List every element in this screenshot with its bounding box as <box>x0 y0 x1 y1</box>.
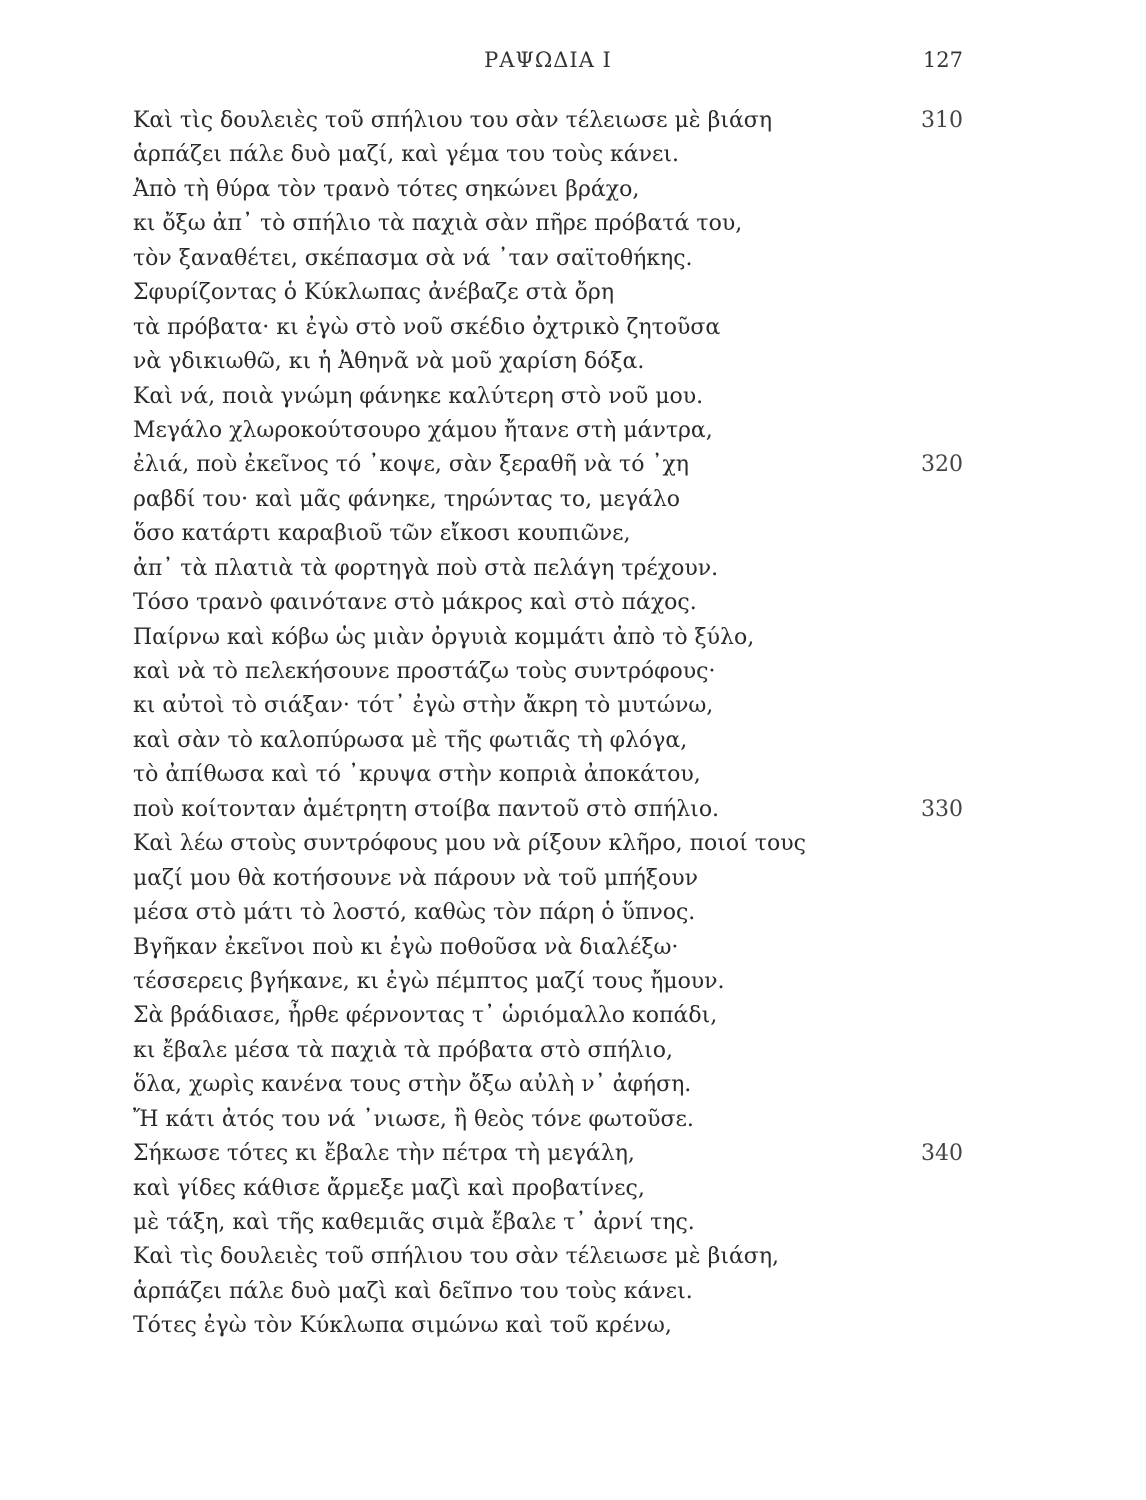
verse-text: Σήκωσε τότες κι ἔβαλε τὴν πέτρα τὴ μεγάλη, <box>133 1141 635 1167</box>
verse-line <box>133 655 963 689</box>
verse-line <box>133 311 963 345</box>
verse-text: ὅσο κατάρτι καραβιοῦ τῶν εἴκοσι κουπιῶνε, <box>133 521 631 547</box>
verse-line <box>133 1240 963 1274</box>
verse-text: Τότες ἐγὼ τὸν Κύκλωπα σιμώνω καὶ τοῦ κρένω, <box>133 1313 672 1339</box>
verse-line <box>133 104 963 138</box>
verse-line <box>133 1068 963 1102</box>
verse-text: ἐλιά, ποὺ ἐκεῖνος τό ᾽κοψε, σὰν ξεραθῆ νὰ τό ᾽χη <box>133 452 689 478</box>
verse-text: τὸ ἀπίθωσα καὶ τό ᾽κρυψα στὴν κοπριὰ ἀποκάτου, <box>133 762 701 788</box>
verse-text: ὅλα, χωρὶς κανένα τους στὴν ὄξω αὐλὴ ν᾽ ἀφήση. <box>133 1072 692 1098</box>
verse-text: μέσα στὸ μάτι τὸ λοστό, καθὼς τὸν πάρη ὁ ὕπνος. <box>133 900 696 926</box>
verse-line <box>133 965 963 999</box>
verse-line <box>133 414 963 448</box>
verse-text: ραβδί του· καὶ μᾶς φάνηκε, τηρώντας το, μεγάλο <box>133 486 681 512</box>
verse-text: μαζί μου θὰ κοτήσουνε νὰ πάρουν νὰ τοῦ μπήξουν <box>133 865 698 891</box>
verse-text: Βγῆκαν ἐκεῖνοι ποὺ κι ἐγὼ ποθοῦσα νὰ διαλέξω· <box>133 934 679 960</box>
verse-text: Καὶ τὶς δουλειὲς τοῦ σπήλιου του σὰν τέλειωσε μὲ βιάση <box>133 108 772 133</box>
verse-text: ἁρπάζει πάλε δυὸ μαζὶ καὶ δεῖπνο του τοὺς κάνει. <box>133 1278 693 1304</box>
verse-line <box>133 138 963 172</box>
verse-text: ποὺ κοίτονταν ἀμέτρητη στοίβα παντοῦ στὸ σπήλιο. <box>133 796 720 822</box>
verse-text: ἁρπάζει πάλε δυὸ μαζί, καὶ γέμα του τοὺς κάνει. <box>133 142 680 168</box>
verse-line <box>133 242 963 276</box>
verse-text: τὸν ξαναθέτει, σκέπασμα σὰ νά ᾽ταν σαϊτοθήκης. <box>133 245 693 271</box>
chapter-title: ΡΑΨΩΔΙΑ Ι <box>484 48 612 72</box>
verse-line <box>133 999 963 1033</box>
poem-text <box>133 104 963 1344</box>
verse-text: καὶ γίδες κάθισε ἄρμεξε μαζὶ καὶ προβατίνες, <box>133 1175 645 1201</box>
verse-text: ἀπ᾽ τὰ πλατιὰ τὰ φορτηγὰ ποὺ στὰ πελάγη τρέχουν. <box>133 555 719 581</box>
verse-text: Σὰ βράδιασε, ἦρθε φέρνοντας τ᾽ ὡριόμαλλο κοπάδι, <box>133 1003 718 1029</box>
verse-text: Σφυρίζοντας ὁ Κύκλωπας ἀνέβαζε στὰ ὄρη <box>133 280 615 306</box>
running-head <box>133 48 963 78</box>
verse-line <box>133 552 963 586</box>
verse-line <box>133 931 963 965</box>
verse-line <box>133 862 963 896</box>
verse-line <box>133 173 963 207</box>
verse-line <box>133 1206 963 1240</box>
verse-line <box>133 827 963 861</box>
verse-text: κι αὐτοὶ τὸ σιάξαν· τότ᾽ ἐγὼ στὴν ἄκρη τὸ μυτώνω, <box>133 693 714 719</box>
verse-text: τὰ πρόβατα· κι ἐγὼ στὸ νοῦ σκέδιο ὀχτρικὸ ζητοῦσα <box>133 314 721 340</box>
verse-line <box>133 448 963 482</box>
verse-text: Μεγάλο χλωροκούτσουρο χάμου ἤτανε στὴ μάντρα, <box>133 417 713 443</box>
verse-line <box>133 276 963 310</box>
verse-text: καὶ νὰ τὸ πελεκήσουνε προστάζω τοὺς συντρόφους· <box>133 659 716 684</box>
page-number: 127 <box>922 48 963 72</box>
line-number: 320 <box>921 452 963 478</box>
verse-text: Καὶ τὶς δουλειὲς τοῦ σπήλιου του σὰν τέλειωσε μὲ βιάση, <box>133 1244 779 1270</box>
verse-line <box>133 1172 963 1206</box>
verse-line <box>133 621 963 655</box>
verse-text: Παίρνω καὶ κόβω ὡς μιὰν ὀργυιὰ κομμάτι ἀπὸ τὸ ξύλο, <box>133 624 755 650</box>
verse-line <box>133 207 963 241</box>
verse-text: Ἤ κάτι ἀτός του νά ᾽νιωσε, ἢ θεὸς τόνε φωτοῦσε. <box>133 1106 694 1132</box>
verse-text: κι ὄξω ἀπ᾽ τὸ σπήλιο τὰ παχιὰ σὰν πῆρε πρόβατά του, <box>133 211 743 237</box>
line-number: 310 <box>921 108 963 133</box>
verse-text: νὰ γδικιωθῶ, κι ἡ Ἀθηνᾶ νὰ μοῦ χαρίση δόξα. <box>133 349 645 375</box>
verse-text: Ἀπὸ τὴ θύρα τὸν τρανὸ τότες σηκώνει βράχο, <box>133 176 640 202</box>
verse-line <box>133 1103 963 1137</box>
verse-line <box>133 689 963 723</box>
verse-text: Καὶ λέω στοὺς συντρόφους μου νὰ ρίξουν κλῆρο, ποιοί τους <box>133 831 806 857</box>
verse-text: τέσσερεις βγήκανε, κι ἐγὼ πέμπτος μαζί τους ἤμουν. <box>133 968 725 994</box>
verse-text: Καὶ νά, ποιὰ γνώμη φάνηκε καλύτερη στὸ νοῦ μου. <box>133 383 704 409</box>
verse-line <box>133 586 963 620</box>
verse-text: κι ἔβαλε μέσα τὰ παχιὰ τὰ πρόβατα στὸ σπήλιο, <box>133 1037 673 1063</box>
verse-line <box>133 1034 963 1068</box>
verse-line <box>133 1275 963 1309</box>
verse-line <box>133 483 963 517</box>
verse-line <box>133 517 963 551</box>
verse-line <box>133 896 963 930</box>
verse-text: μὲ τάξη, καὶ τῆς καθεμιᾶς σιμὰ ἔβαλε τ᾽ ἀρνί της. <box>133 1210 695 1235</box>
verse-line <box>133 1137 963 1171</box>
verse-line <box>133 758 963 792</box>
verse-text: Τόσο τρανὸ φαινότανε στὸ μάκρος καὶ στὸ πάχος. <box>133 590 697 616</box>
verse-line <box>133 1309 963 1343</box>
line-number: 340 <box>921 1141 963 1167</box>
verse-line <box>133 380 963 414</box>
verse-line <box>133 345 963 379</box>
line-number: 330 <box>921 796 963 822</box>
verse-text: καὶ σὰν τὸ καλοπύρωσα μὲ τῆς φωτιᾶς τὴ φλόγα, <box>133 727 688 753</box>
verse-line <box>133 724 963 758</box>
verse-line <box>133 793 963 827</box>
